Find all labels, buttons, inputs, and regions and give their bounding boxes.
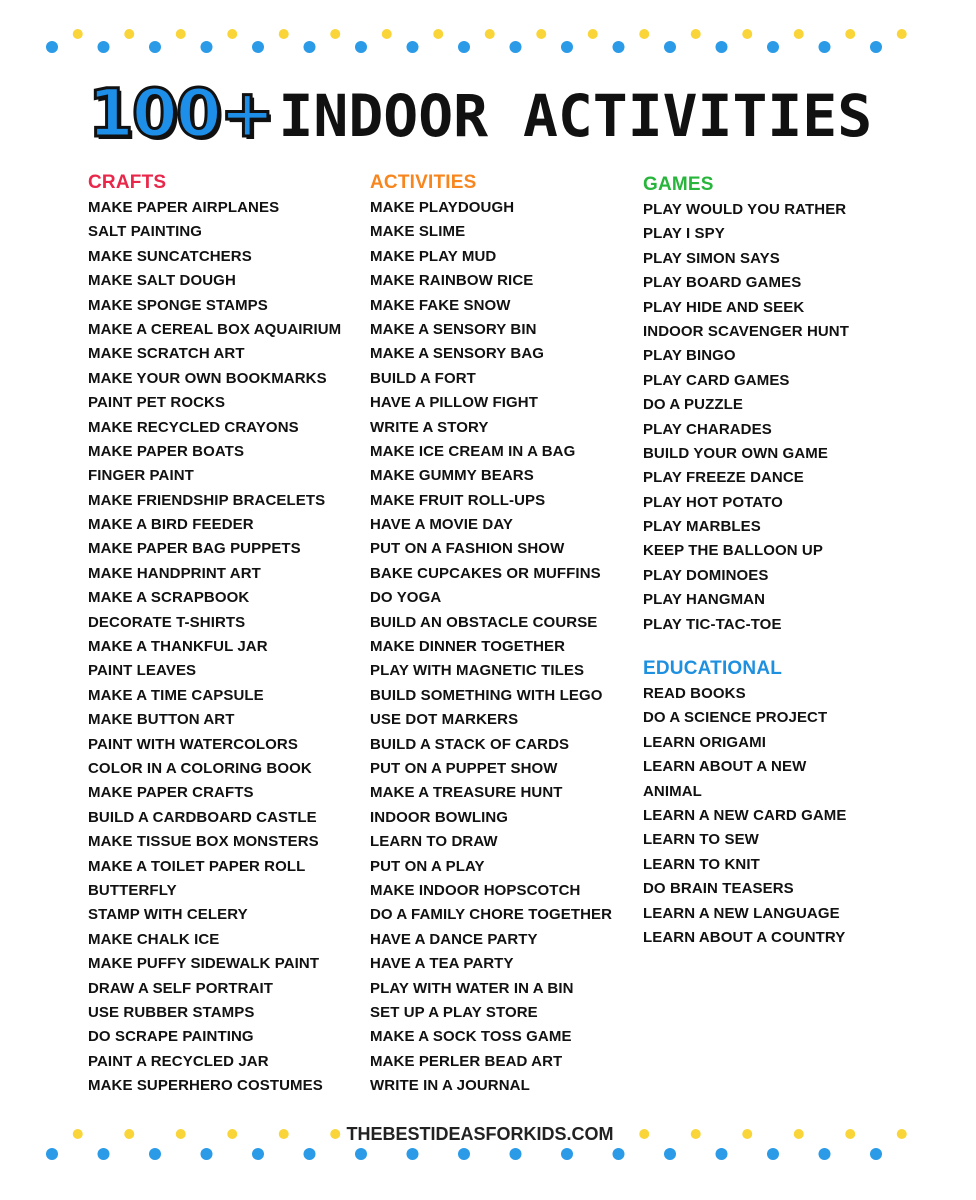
list-item: LEARN A NEW LANGUAGE xyxy=(643,904,840,922)
yellow-dot xyxy=(794,29,804,39)
list-item: PLAY BOARD GAMES xyxy=(643,274,802,292)
list-item: PLAY WITH WATER IN A BIN xyxy=(370,979,574,997)
column-games-educational xyxy=(643,170,913,950)
list-item: INDOOR SCAVENGER HUNT xyxy=(643,322,849,340)
blue-dot xyxy=(46,1148,58,1160)
yellow-dot xyxy=(124,29,134,39)
list-item: HAVE A MOVIE DAY xyxy=(370,516,514,534)
heading-activities: ACTIVITIES xyxy=(370,172,477,193)
list-item: PLAY FREEZE DANCE xyxy=(643,469,804,487)
list-item: MAKE A SENSORY BAG xyxy=(370,345,545,363)
list-item: DO A PUZZLE xyxy=(643,396,743,414)
blue-dot xyxy=(201,1148,213,1160)
list-item: MAKE SALT DOUGH xyxy=(88,272,236,290)
list-item: WRITE A STORY xyxy=(370,418,489,436)
list-item: FINGER PAINT xyxy=(88,467,194,485)
list-item: COLOR IN A COLORING BOOK xyxy=(88,759,312,777)
list-item: PLAY WOULD YOU RATHER xyxy=(643,201,847,218)
blue-dot xyxy=(819,41,831,53)
list-item: MAKE A TIME CAPSULE xyxy=(88,686,264,704)
blue-dot xyxy=(407,41,419,53)
list-item: USE RUBBER STAMPS xyxy=(88,1003,255,1021)
list-item: USE DOT MARKERS xyxy=(370,711,519,729)
list-item: LEARN A NEW CARD GAME xyxy=(643,806,847,824)
list-item: LEARN TO SEW xyxy=(643,831,759,849)
website-credit xyxy=(40,1122,920,1146)
list-item: PLAY MARBLES xyxy=(643,518,761,536)
blue-dot xyxy=(613,41,625,53)
list-item: PLAY WITH MAGNETIC TILES xyxy=(370,662,585,680)
top-dot-border xyxy=(40,26,920,66)
list-item: SALT PAINTING xyxy=(88,223,203,241)
list-item: PLAY DOMINOES xyxy=(643,566,769,584)
list-item: MAKE SLIME xyxy=(370,223,466,241)
list-item: WRITE IN A JOURNAL xyxy=(370,1077,530,1095)
blue-dot xyxy=(510,1148,522,1160)
blue-dot xyxy=(870,41,882,53)
list-item: MAKE A TREASURE HUNT xyxy=(370,784,563,802)
list-item: BUTTERFLY xyxy=(88,881,177,899)
list-item: MAKE PERLER BEAD ART xyxy=(370,1052,563,1070)
yellow-dot xyxy=(227,29,237,39)
heading-crafts: CRAFTS xyxy=(88,172,167,193)
list-item: PLAY TIC-TAC-TOE xyxy=(643,615,782,633)
list-item: BUILD A STACK OF CARDS xyxy=(370,735,570,753)
yellow-dot xyxy=(845,29,855,39)
list-item: BUILD YOUR OWN GAME xyxy=(643,444,828,462)
yellow-dot xyxy=(433,29,443,39)
list-item: STAMP WITH CELERY xyxy=(88,906,248,924)
blue-dot xyxy=(613,1148,625,1160)
list-item: MAKE A THANKFUL JAR xyxy=(88,638,268,656)
list-item: DECORATE T-SHIRTS xyxy=(88,613,246,631)
blue-dot xyxy=(407,1148,419,1160)
blue-dot xyxy=(252,41,264,53)
blue-dot xyxy=(561,1148,573,1160)
list-item: MAKE PAPER BOATS xyxy=(88,442,245,460)
blue-dot xyxy=(767,41,779,53)
list-item: ANIMAL xyxy=(643,782,702,800)
list-item: PLAY HIDE AND SEEK xyxy=(643,298,805,316)
yellow-dot xyxy=(382,29,392,39)
list-item: LEARN ORIGAMI xyxy=(643,733,766,751)
list-item: LEARN ABOUT A COUNTRY xyxy=(643,928,846,946)
list-item: MAKE A SENSORY BIN xyxy=(370,320,537,338)
blue-dot xyxy=(819,1148,831,1160)
list-item: PLAY HOT POTATO xyxy=(643,493,783,511)
list-item: MAKE A TOILET PAPER ROLL xyxy=(88,857,306,875)
yellow-dot xyxy=(279,29,289,39)
list-item: MAKE ICE CREAM IN A BAG xyxy=(370,442,576,460)
list-item: PLAY BINGO xyxy=(643,347,736,365)
list-item: PLAY CHARADES xyxy=(643,420,772,438)
yellow-dot xyxy=(485,29,495,39)
list-item: DRAW A SELF PORTRAIT xyxy=(88,979,274,997)
list-item: MAKE A CEREAL BOX AQUAIRIUM xyxy=(88,320,342,338)
list-item: MAKE A BIRD FEEDER xyxy=(88,516,254,534)
blue-dot xyxy=(98,41,110,53)
list-item: READ BOOKS xyxy=(643,685,746,703)
blue-dot xyxy=(98,1148,110,1160)
list-item: MAKE TISSUE BOX MONSTERS xyxy=(88,833,319,851)
blue-dot xyxy=(458,41,470,53)
list-item: DO SCRAPE PAINTING xyxy=(88,1028,254,1046)
blue-dot xyxy=(304,1148,316,1160)
yellow-dot xyxy=(330,29,340,39)
blue-dot xyxy=(355,1148,367,1160)
list-item: MAKE SUPERHERO COSTUMES xyxy=(88,1077,323,1095)
list-item: MAKE INDOOR HOPSCOTCH xyxy=(370,881,581,899)
list-item: BUILD A FORT xyxy=(370,369,476,387)
blue-dot xyxy=(870,1148,882,1160)
list-item: BAKE CUPCAKES OR MUFFINS xyxy=(370,564,601,582)
blue-dot xyxy=(201,41,213,53)
list-item: MAKE SPONGE STAMPS xyxy=(88,296,268,314)
column-crafts xyxy=(88,170,358,1098)
list-item: MAKE SCRATCH ART xyxy=(88,345,245,363)
list-item: MAKE PAPER AIRPLANES xyxy=(88,199,280,216)
list-item: DO BRAIN TEASERS xyxy=(643,880,794,898)
list-item: PUT ON A PLAY xyxy=(370,857,485,875)
blue-dot xyxy=(510,41,522,53)
list-item: PLAY I SPY xyxy=(643,225,725,243)
list-item: PAINT PET ROCKS xyxy=(88,394,226,412)
list-item: MAKE FRUIT ROLL-UPS xyxy=(370,491,546,509)
blue-dot xyxy=(664,41,676,53)
list-item: PUT ON A PUPPET SHOW xyxy=(370,759,558,777)
list-item: MAKE CHALK ICE xyxy=(88,930,220,948)
heading-educational: EDUCATIONAL xyxy=(643,658,783,680)
list-item: MAKE PLAYDOUGH xyxy=(370,199,515,216)
yellow-dot xyxy=(588,29,598,39)
list-item: MAKE PAPER CRAFTS xyxy=(88,784,254,802)
list-item: MAKE SUNCATCHERS xyxy=(88,247,252,265)
list-item: HAVE A DANCE PARTY xyxy=(370,930,538,948)
list-item: MAKE PLAY MUD xyxy=(370,247,497,265)
blue-dot xyxy=(355,41,367,53)
list-item: LEARN TO DRAW xyxy=(370,833,498,851)
list-item: PLAY HANGMAN xyxy=(643,591,766,609)
heading-games: GAMES xyxy=(643,174,714,195)
blue-dot xyxy=(716,1148,728,1160)
list-item: MAKE RECYCLED CRAYONS xyxy=(88,418,299,436)
list-item: DO A SCIENCE PROJECT xyxy=(643,709,828,727)
list-crafts xyxy=(88,196,358,1098)
list-item: MAKE RAINBOW RICE xyxy=(370,272,534,290)
list-item: MAKE BUTTON ART xyxy=(88,711,235,729)
yellow-dot xyxy=(742,29,752,39)
blue-dot xyxy=(252,1148,264,1160)
list-item: LEARN ABOUT A NEW xyxy=(643,758,807,776)
list-item: INDOOR BOWLING xyxy=(370,808,509,826)
list-item: PLAY CARD GAMES xyxy=(643,371,790,389)
blue-dot xyxy=(149,1148,161,1160)
list-item: HAVE A TEA PARTY xyxy=(370,955,514,973)
list-item: PAINT A RECYCLED JAR xyxy=(88,1052,269,1070)
list-item: MAKE GUMMY BEARS xyxy=(370,467,534,485)
list-item: KEEP THE BALLOON UP xyxy=(643,542,823,560)
list-item: DO YOGA xyxy=(370,589,442,607)
blue-dot xyxy=(664,1148,676,1160)
column-activities xyxy=(370,170,640,1098)
blue-dot xyxy=(149,41,161,53)
list-item: MAKE FAKE SNOW xyxy=(370,296,511,314)
list-item: MAKE FRIENDSHIP BRACELETS xyxy=(88,491,326,509)
yellow-dot xyxy=(897,29,907,39)
list-item: PAINT WITH WATERCOLORS xyxy=(88,735,298,753)
list-item: MAKE A SCRAPBOOK xyxy=(88,589,250,607)
list-item: MAKE PAPER BAG PUPPETS xyxy=(88,540,301,558)
blue-dot xyxy=(561,41,573,53)
yellow-dot xyxy=(73,29,83,39)
list-item: BUILD A CARDBOARD CASTLE xyxy=(88,808,317,826)
list-educational xyxy=(643,682,913,950)
blue-dot xyxy=(304,41,316,53)
yellow-dot xyxy=(536,29,546,39)
list-item: HAVE A PILLOW FIGHT xyxy=(370,394,538,412)
yellow-dot xyxy=(639,29,649,39)
educational-block xyxy=(643,656,913,950)
page-title xyxy=(40,75,920,152)
website-url: THEBESTIDEASFORKIDS.COM xyxy=(342,1124,617,1144)
list-item: BUILD SOMETHING WITH LEGO xyxy=(370,686,603,704)
list-item: BUILD AN OBSTACLE COURSE xyxy=(370,613,598,631)
blue-dot xyxy=(767,1148,779,1160)
list-item: MAKE PUFFY SIDEWALK PAINT xyxy=(88,955,320,973)
list-activities xyxy=(370,196,640,1098)
list-item: MAKE A SOCK TOSS GAME xyxy=(370,1028,572,1046)
list-item: DO A FAMILY CHORE TOGETHER xyxy=(370,906,613,924)
list-item: LEARN TO KNIT xyxy=(643,855,760,873)
yellow-dot xyxy=(691,29,701,39)
blue-dot xyxy=(716,41,728,53)
title-text: INDOOR ACTIVITIES xyxy=(278,82,873,150)
list-item: PLAY SIMON SAYS xyxy=(643,249,780,267)
activity-sheet xyxy=(40,20,920,1170)
yellow-dot xyxy=(176,29,186,39)
list-item: PUT ON A FASHION SHOW xyxy=(370,540,565,558)
dot-pattern xyxy=(40,26,920,66)
list-item: PAINT LEAVES xyxy=(88,662,197,680)
list-games xyxy=(643,198,913,637)
title-number: 100+ xyxy=(87,75,273,152)
list-item: SET UP A PLAY STORE xyxy=(370,1003,538,1021)
blue-dot xyxy=(46,41,58,53)
list-item: MAKE YOUR OWN BOOKMARKS xyxy=(88,369,327,387)
list-item: MAKE DINNER TOGETHER xyxy=(370,638,566,656)
list-item: MAKE HANDPRINT ART xyxy=(88,564,261,582)
blue-dot xyxy=(458,1148,470,1160)
